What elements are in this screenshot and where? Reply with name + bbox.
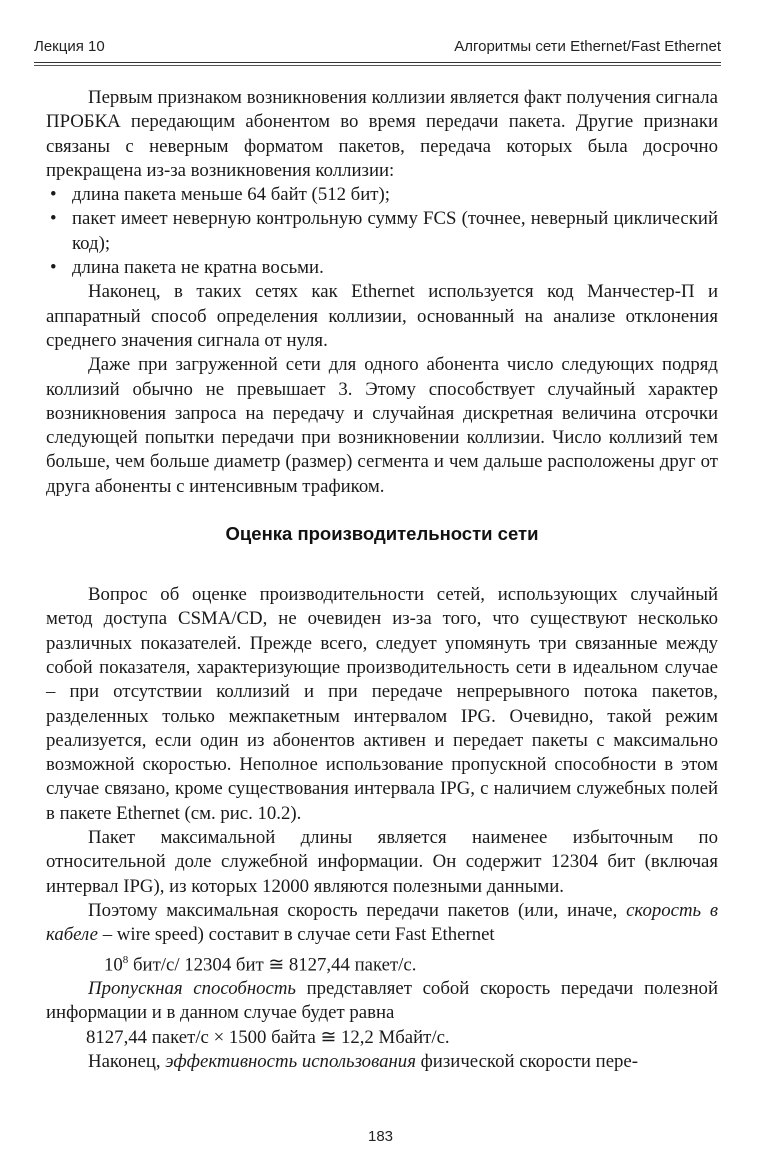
paragraph: Первым признаком возникновения коллизии является факт получения сигнала ПРОБКА передающим абонентом во время передачи пакета. Другие признаки связаны с неверным форматом пакетов, передача которых была досрочно прекращена из-за возникновения коллизии:: [46, 87, 718, 181]
emphasis: скорость в кабеле: [46, 899, 718, 946]
text: – wire speed) составит в случае сети Fast Ethernet: [98, 924, 495, 946]
header-rule-thin: [34, 65, 721, 66]
text: физической скорости пере-: [415, 1050, 639, 1072]
header-title: Алгоритмы сети Ethernet/Fast Ethernet: [454, 38, 721, 55]
bullet-list: [46, 183, 718, 280]
paragraph: [46, 1050, 718, 1074]
paragraph: Пакет максимальной длины является наименее избыточным по относительной доле служебной информации. Он содержит 12304 бит (включая интервал IPG), из которых 12000 являются полезными данными.: [46, 827, 718, 897]
text: Поэтому максимальная скорость передачи пакетов (или, иначе,: [88, 899, 627, 921]
paragraph: Даже при загруженной сети для одного абонента число следующих подряд коллизий обычно не превышает 3. Этому способствует случайный характер возникновения запроса на передачу и случайная дискретная величина отсрочки следующей попытки передачи при возникновении коллизии. Число коллизий тем больше, чем больше диаметр (размер) сегмента и чем дальше расположены друг от друга абоненты с интенсивным трафиком.: [46, 354, 718, 497]
formula-exponent: 8: [122, 953, 129, 966]
formula: 8127,44 пакет/с × 1500 байта ≅ 12,2 Мбайт/с.: [86, 1026, 450, 1048]
header-rule: [34, 62, 721, 63]
header-lecture: Лекция 10: [34, 38, 105, 55]
emphasis: эффективность использования: [165, 1050, 416, 1072]
page-body: [46, 86, 718, 1074]
paragraph: Вопрос об оценке производительности сетей, использующих случайный метод доступа CSMA/CD, не очевиден из-за того, что существуют несколько различных показателей. Прежде всего, следует упомянуть три связанные между собой показателя, характеризующие производительность сети в идеальном случае – при отсутствии коллизий и при передаче непрерывного потока пакетов, разделенных только межпакетным интервалом IPG. Очевидно, такой режим реализуется, если один из абонентов активен и передает пакеты с максимально возможной скоростью. Неполное использование пропускной способности в этом случае связано, кроме существования интервала IPG, с наличием служебных полей в пакете Ethernet (см. рис. 10.2).: [46, 584, 718, 824]
paragraph: Наконец, в таких сетях как Ethernet используется код Манчестер-П и аппаратный способ определения коллизии, основанный на анализе отклонения среднего значения сигнала от нуля.: [46, 281, 718, 351]
page-number: 183: [367, 1128, 394, 1145]
running-header: [34, 38, 721, 60]
list-item: • длина пакета меньше 64 байт (512 бит);: [46, 183, 718, 207]
text: представляет собой скорость передачи полезной информации и в данном случае будет равна: [46, 978, 718, 1024]
paragraph: [46, 977, 718, 1026]
paragraph: [46, 899, 718, 948]
text: Наконец,: [88, 1050, 166, 1072]
formula-base: 10: [104, 953, 123, 975]
formula: [46, 948, 718, 978]
emphasis: Пропускная способность: [88, 978, 296, 1000]
list-item: • пакет имеет неверную контрольную сумму FCS (точнее, неверный циклический код);: [46, 207, 718, 256]
list-item: • длина пакета не кратна восьми.: [46, 256, 718, 280]
section-title: Оценка производительности сети: [225, 523, 539, 545]
formula-rest: бит/с/ 12304 бит ≅ 8127,44 пакет/с.: [128, 953, 417, 975]
